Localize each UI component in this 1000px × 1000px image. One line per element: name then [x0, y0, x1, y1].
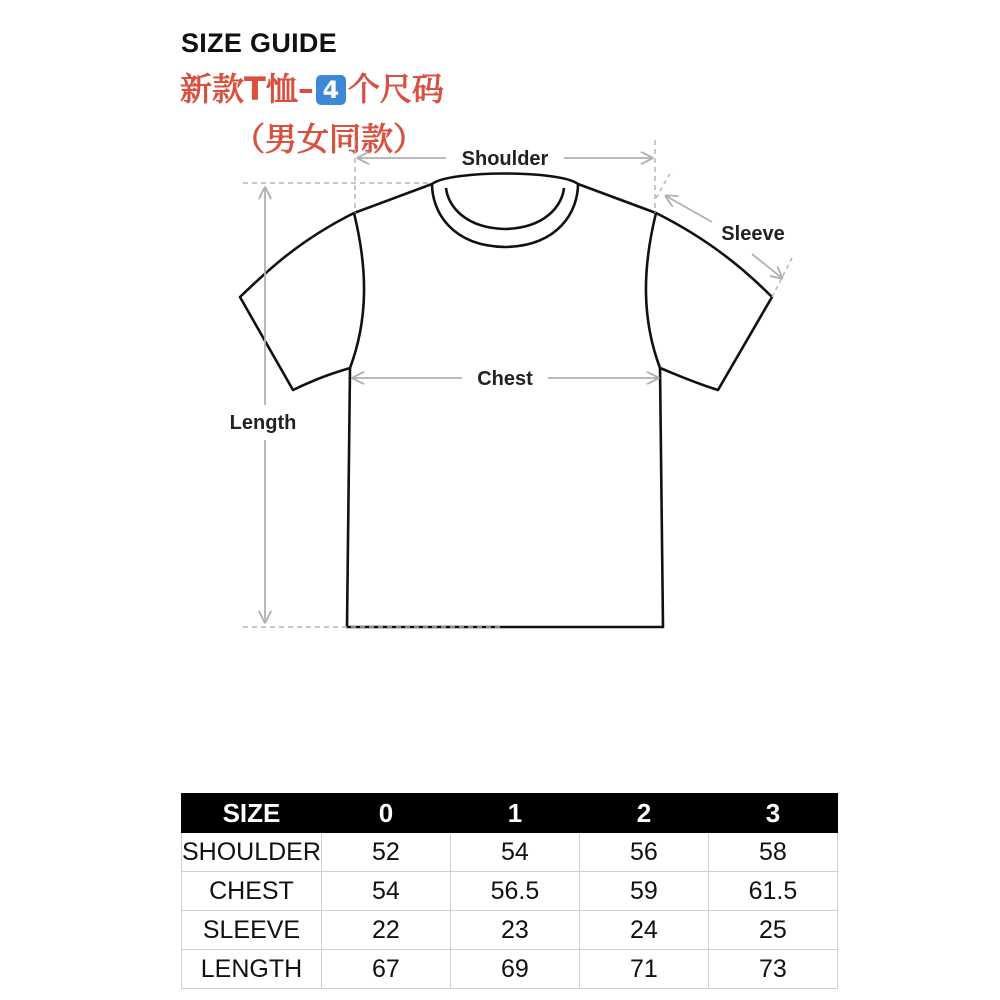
- header-size: SIZE: [182, 794, 322, 833]
- subtitle-suffix: 个尺码: [347, 70, 444, 108]
- tshirt-outline: [240, 174, 772, 628]
- length-label: Length: [229, 412, 297, 434]
- table-cell: 25: [708, 911, 837, 950]
- header-size-1: 1: [450, 794, 579, 833]
- row-label-chest: CHEST: [182, 872, 322, 911]
- table-cell: 24: [579, 911, 708, 950]
- table-cell: 73: [708, 950, 837, 989]
- table-cell: 61.5: [708, 872, 837, 911]
- table-cell: 56: [579, 833, 708, 872]
- unisex-note: （男女同款）: [233, 120, 426, 158]
- table-header-row: [182, 794, 838, 833]
- table-cell: 54: [321, 872, 450, 911]
- shoulder-label: Shoulder: [461, 148, 549, 170]
- table-cell: 23: [450, 911, 579, 950]
- table-cell: 69: [450, 950, 579, 989]
- table-cell: 22: [321, 911, 450, 950]
- size-table: [181, 793, 838, 989]
- table-cell: 58: [708, 833, 837, 872]
- row-label-length: LENGTH: [182, 950, 322, 989]
- subtitle-prefix: 新款T恤–: [180, 70, 314, 108]
- table-row: [182, 911, 838, 950]
- table-row: [182, 872, 838, 911]
- row-label-sleeve: SLEEVE: [182, 911, 322, 950]
- chest-label: Chest: [477, 368, 533, 390]
- sleeve-dimension: [656, 170, 792, 297]
- table-row: [182, 833, 838, 872]
- size-guide-title: SIZE GUIDE: [181, 28, 338, 58]
- table-row: [182, 950, 838, 989]
- header-size-3: 3: [708, 794, 837, 833]
- table-cell: 56.5: [450, 872, 579, 911]
- length-dimension: [230, 183, 500, 627]
- table-cell: 52: [321, 833, 450, 872]
- table-cell: 67: [321, 950, 450, 989]
- keycap-four-badge: 4: [316, 75, 346, 105]
- row-label-shoulder: SHOULDER: [182, 833, 322, 872]
- table-cell: 71: [579, 950, 708, 989]
- sleeve-label: Sleeve: [721, 223, 785, 245]
- shoulder-dimension: [355, 140, 655, 213]
- header-size-0: 0: [321, 794, 450, 833]
- table-cell: 59: [579, 872, 708, 911]
- header-size-2: 2: [579, 794, 708, 833]
- table-cell: 54: [450, 833, 579, 872]
- chest-dimension: [353, 368, 658, 390]
